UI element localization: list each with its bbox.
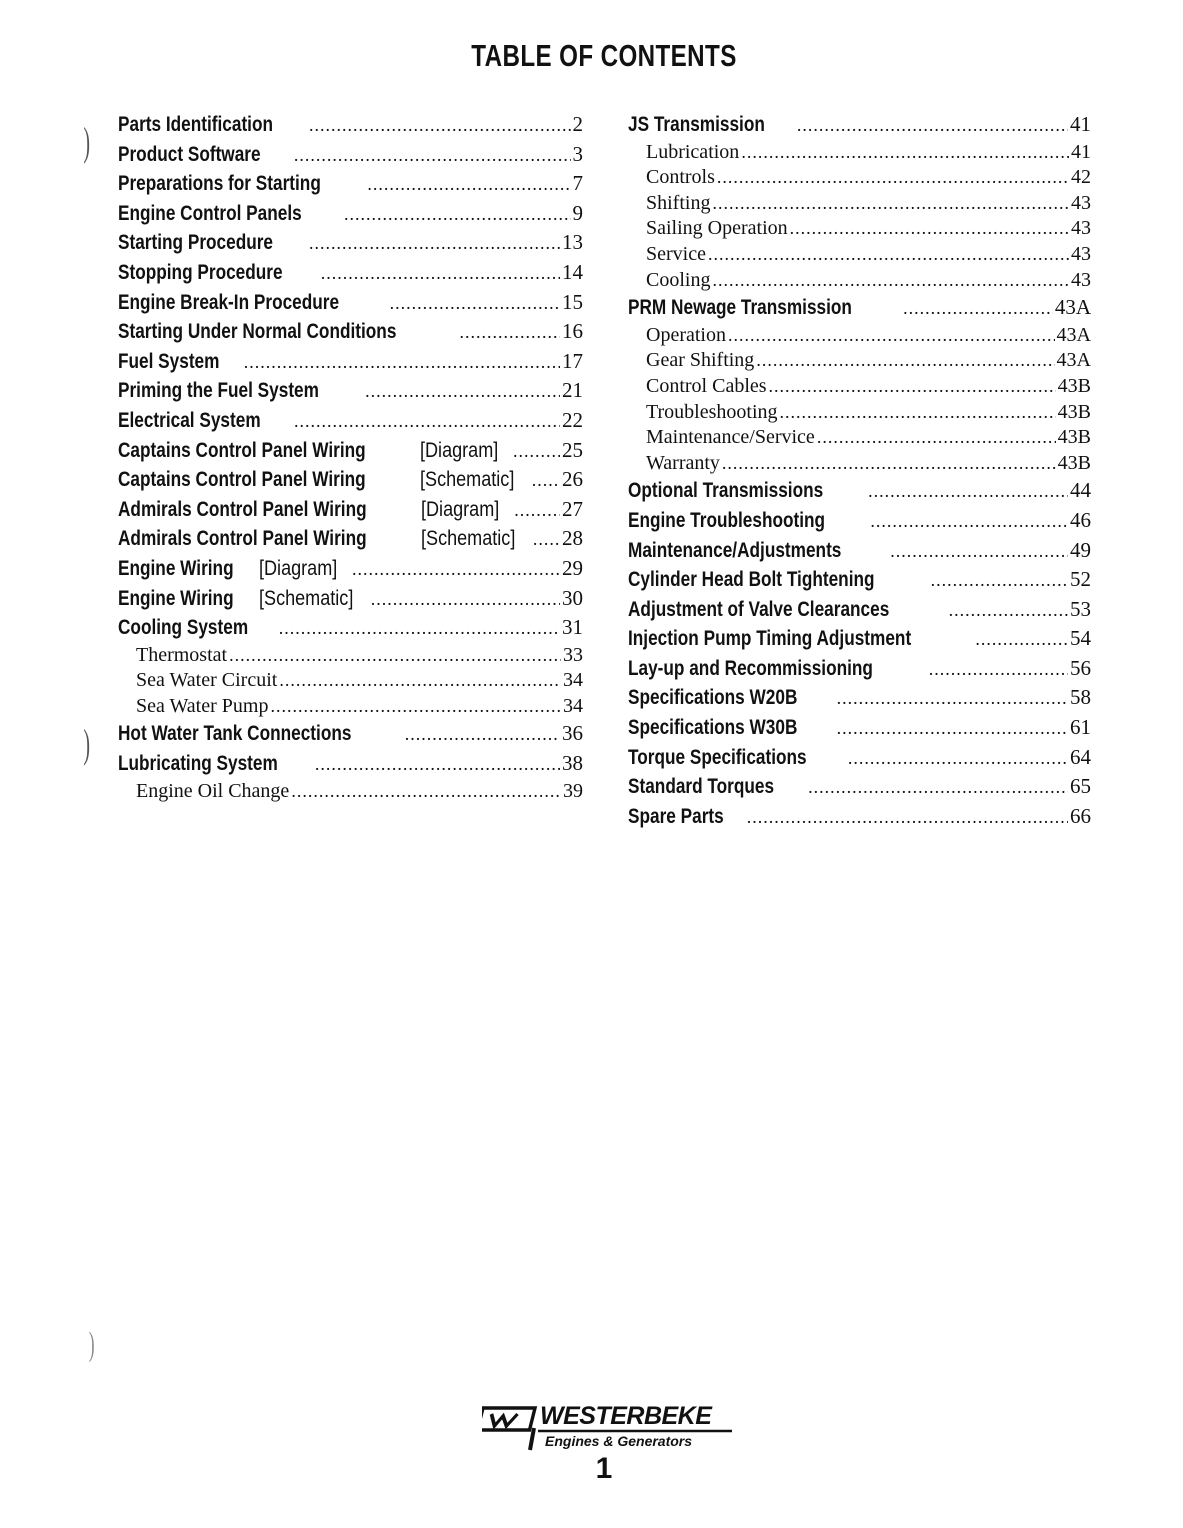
leader-dots xyxy=(279,614,560,643)
toc-entry-title-bold: Parts Identification xyxy=(118,113,274,136)
toc-subentry[interactable] xyxy=(628,400,1091,426)
toc-page-number: 41 xyxy=(1071,140,1091,163)
toc-entry-title xyxy=(628,713,835,743)
toc-entry-title-normal: Controls xyxy=(646,166,715,189)
toc-entry-title xyxy=(136,668,277,694)
toc-entry-title xyxy=(646,216,788,242)
toc-entry-title xyxy=(118,613,277,643)
leader-dots xyxy=(294,407,560,436)
toc-entry[interactable] xyxy=(628,654,1091,684)
toc-entry[interactable] xyxy=(628,802,1091,832)
binder-mark: ) xyxy=(83,721,90,766)
toc-page-number: 56 xyxy=(1070,655,1091,680)
toc-entry-title-bold: Standard Torques xyxy=(628,775,775,799)
toc-page-number: 30 xyxy=(562,585,583,610)
toc-entry-title-normal: Operation xyxy=(646,323,726,346)
toc-entry-title xyxy=(646,374,767,400)
toc-entry-title-bold: Adjustment of Valve Clearances xyxy=(628,597,890,621)
toc-page-number: 16 xyxy=(562,319,583,344)
leader-dots xyxy=(532,466,560,495)
toc-page-number: 53 xyxy=(1070,596,1091,621)
toc-page-number: 64 xyxy=(1070,744,1091,769)
toc-entry[interactable] xyxy=(628,624,1091,654)
leader-dots xyxy=(352,555,560,584)
toc-page-number: 41 xyxy=(1070,112,1091,136)
toc-entry-title xyxy=(628,110,795,140)
toc-entry[interactable] xyxy=(118,584,583,614)
toc-entry-title xyxy=(118,169,365,199)
toc-entry-title-normal: Thermostat xyxy=(136,643,228,666)
brand-name: WESTERBEKE xyxy=(540,1402,712,1430)
toc-page-number: 43B xyxy=(1057,426,1091,449)
toc-page-number: 52 xyxy=(1070,567,1091,592)
leader-dots xyxy=(741,140,1069,166)
toc-entry-title xyxy=(646,400,778,426)
toc-entry[interactable] xyxy=(118,258,583,288)
toc-page-number: 43B xyxy=(1057,374,1091,397)
toc-page-number: 25 xyxy=(562,437,583,462)
toc-page-number: 43 xyxy=(1071,217,1091,240)
toc-entry[interactable] xyxy=(628,476,1091,506)
leader-dots xyxy=(533,525,560,554)
leader-dots xyxy=(309,229,560,258)
toc-entry-title-normal: Sailing Operation xyxy=(646,217,788,240)
toc-entry[interactable] xyxy=(118,288,583,318)
toc-page-number: 2 xyxy=(572,112,583,136)
leader-dots xyxy=(514,496,560,525)
leader-dots xyxy=(405,720,560,749)
toc-entry-title xyxy=(646,268,710,294)
toc-entry[interactable] xyxy=(628,506,1091,536)
toc-entry[interactable] xyxy=(628,713,1091,743)
toc-entry-title-bold: Injection Pump Timing Adjustment xyxy=(628,627,912,651)
toc-entry-title-normal: Warranty xyxy=(646,451,720,474)
toc-entry-title xyxy=(118,347,242,377)
toc-entry[interactable] xyxy=(118,317,583,347)
toc-entry-title xyxy=(118,376,363,406)
toc-page-number: 22 xyxy=(562,407,583,432)
toc-page-number: 36 xyxy=(562,721,583,746)
toc-page-number: 44 xyxy=(1070,478,1091,503)
toc-entry[interactable] xyxy=(118,749,583,779)
leader-dots xyxy=(294,141,571,170)
toc-entry-title xyxy=(646,451,720,477)
toc-entry-title xyxy=(628,772,806,802)
toc-entry-title xyxy=(628,536,888,566)
leader-dots xyxy=(717,165,1069,191)
toc-entry-title-normal: Cooling xyxy=(646,268,711,291)
toc-entry-title-bold: PRM Newage Transmission xyxy=(628,296,852,320)
toc-entry[interactable] xyxy=(118,347,583,377)
toc-entry-title-bold: Stopping Procedure xyxy=(118,260,283,284)
toc-entry-title xyxy=(118,199,342,229)
toc-entry[interactable] xyxy=(118,495,583,525)
toc-entry[interactable] xyxy=(118,140,583,170)
toc-page-number: 3 xyxy=(572,141,583,166)
toc-entry-title xyxy=(118,436,511,466)
toc-entry-title-bold: Starting Procedure xyxy=(118,231,274,255)
toc-entry-title-bold: Engine Troubleshooting xyxy=(628,508,826,532)
toc-entry-title-bold: Electrical System xyxy=(118,408,261,432)
toc-entry-title-bold: Engine Control Panels xyxy=(118,201,302,225)
leader-dots xyxy=(309,111,570,140)
toc-entry-title-bold: Hot Water Tank Connections xyxy=(118,722,352,746)
leader-dots xyxy=(837,714,1068,743)
toc-entry-title-normal: Service xyxy=(646,242,706,265)
leader-dots xyxy=(321,259,560,288)
toc-entry-title-normal: Gear Shifting xyxy=(646,349,755,372)
toc-entry-title xyxy=(628,802,745,832)
leader-dots xyxy=(769,374,1056,400)
toc-page-number: 31 xyxy=(562,615,583,640)
toc-entry[interactable] xyxy=(628,743,1091,773)
toc-page-number: 43 xyxy=(1071,268,1091,291)
toc-entry[interactable] xyxy=(118,554,583,584)
toc-entry-title-normal: [Diagram] xyxy=(421,497,500,521)
toc-entry-title xyxy=(628,654,927,684)
leader-dots xyxy=(929,655,1068,684)
page-title: TABLE OF CONTENTS xyxy=(471,38,737,73)
leader-dots xyxy=(513,437,560,466)
toc-subentry[interactable] xyxy=(628,348,1091,374)
leader-dots xyxy=(460,318,560,347)
leader-dots xyxy=(367,170,570,199)
toc-page-number: 43A xyxy=(1056,323,1091,346)
toc-page-number: 42 xyxy=(1071,166,1091,189)
toc-entry-title xyxy=(628,683,835,713)
leader-dots xyxy=(837,684,1068,713)
toc-entry[interactable] xyxy=(628,683,1091,713)
toc-entry-title-bold: Captains Control Panel Wiring xyxy=(118,468,366,492)
toc-entry-title-bold: Specifications W20B xyxy=(628,686,798,710)
page-number: 1 xyxy=(595,1452,613,1485)
toc-entry-title xyxy=(628,565,929,595)
toc-entry-title-normal: Maintenance/Service xyxy=(646,426,815,449)
leader-dots xyxy=(365,377,560,406)
toc-entry-title xyxy=(628,624,973,654)
leader-dots xyxy=(270,694,561,720)
toc-entry-title-normal: [Schematic] xyxy=(421,527,516,551)
toc-entry[interactable] xyxy=(118,376,583,406)
toc-entry-title xyxy=(628,476,866,506)
toc-entry[interactable] xyxy=(628,772,1091,802)
toc-entry-title xyxy=(628,743,846,773)
toc-entry-title-bold: Optional Transmissions xyxy=(628,479,824,503)
toc-subentry[interactable] xyxy=(628,425,1091,451)
toc-entry[interactable] xyxy=(628,536,1091,566)
toc-page-number: 28 xyxy=(562,526,583,551)
leader-dots xyxy=(870,507,1068,536)
leader-dots xyxy=(371,585,560,614)
toc-entry-title-bold: Cylinder Head Bolt Tightening xyxy=(628,568,875,592)
toc-entry-title-bold: Engine Break-In Procedure xyxy=(118,290,340,314)
toc-entry-title-bold: Torque Specifications xyxy=(628,745,807,769)
toc-entry-title-bold: Lubricating System xyxy=(118,752,278,776)
leader-dots xyxy=(797,111,1068,140)
leader-dots xyxy=(848,744,1068,773)
leader-dots xyxy=(790,216,1069,242)
leader-dots xyxy=(229,643,561,669)
leader-dots xyxy=(756,348,1054,374)
toc-entry-title xyxy=(136,694,268,720)
toc-entry-title xyxy=(118,465,530,495)
toc-entry[interactable] xyxy=(628,110,1091,140)
toc-entry-title-normal: [Schematic] xyxy=(420,468,515,492)
brand-tagline: Engines & Generators xyxy=(545,1433,693,1449)
toc-subentry[interactable] xyxy=(118,668,583,694)
toc-entry-title-bold: Specifications W30B xyxy=(628,716,798,740)
toc-entry-title-normal: Shifting xyxy=(646,191,711,214)
toc-entry-title-bold: Maintenance/Adjustments xyxy=(628,538,842,562)
toc-page-number: 46 xyxy=(1070,507,1091,532)
leader-dots xyxy=(315,750,560,779)
leader-dots xyxy=(722,451,1056,477)
toc-page-number: 34 xyxy=(563,669,583,692)
toc-subentry[interactable] xyxy=(118,643,583,669)
toc-entry-title xyxy=(118,584,369,614)
toc-entry[interactable] xyxy=(118,199,583,229)
toc-entry-title xyxy=(646,191,710,217)
toc-entry-title-bold: Admirals Control Panel Wiring xyxy=(118,527,367,551)
toc-page-number: 26 xyxy=(562,467,583,492)
leader-dots xyxy=(808,773,1068,802)
leader-dots xyxy=(931,566,1068,595)
toc-page-number: 13 xyxy=(562,230,583,255)
toc-entry-title-normal: [Diagram] xyxy=(258,556,338,580)
toc-entry-title-bold: Engine Wiring xyxy=(118,586,234,610)
toc-entry-title xyxy=(118,406,292,436)
toc-entry-title xyxy=(646,165,715,191)
leader-dots xyxy=(949,596,1068,625)
toc-subentry[interactable] xyxy=(628,323,1091,349)
toc-entry[interactable] xyxy=(118,169,583,199)
toc-page-number: 29 xyxy=(562,555,583,580)
toc-entry-title-bold: Product Software xyxy=(118,142,261,166)
toc-entry-title xyxy=(646,140,739,166)
leader-dots xyxy=(890,537,1068,566)
binder-mark: ) xyxy=(83,119,90,164)
toc-entry-title xyxy=(118,110,307,140)
toc-entry-title xyxy=(646,323,726,349)
toc-entry[interactable] xyxy=(118,436,583,466)
leader-dots xyxy=(712,191,1069,217)
toc-entry-title-normal: Control Cables xyxy=(646,374,767,397)
toc-entry-title-normal: Sea Water Pump xyxy=(136,694,269,717)
toc-entry-title xyxy=(136,779,289,805)
leader-dots xyxy=(390,289,560,318)
toc-entry-title-normal: [Schematic] xyxy=(258,586,354,610)
toc-entry[interactable] xyxy=(118,613,583,643)
toc-subentry[interactable] xyxy=(628,140,1091,166)
toc-page-number: 14 xyxy=(562,259,583,284)
leader-dots xyxy=(291,779,561,805)
toc-entry[interactable] xyxy=(118,524,583,554)
toc-entry-title-bold: Spare Parts xyxy=(628,804,724,828)
toc-entry[interactable] xyxy=(118,406,583,436)
toc-page-number: 43B xyxy=(1057,451,1091,474)
leader-dots xyxy=(903,294,1053,323)
toc-entry-title xyxy=(118,524,531,554)
toc-entry-title-bold: Lay-up and Recommissioning xyxy=(628,656,873,680)
toc-page-number: 43 xyxy=(1071,242,1091,265)
toc-entry-title xyxy=(118,288,388,318)
toc-entry[interactable] xyxy=(118,228,583,258)
toc-page-number: 39 xyxy=(563,779,583,802)
toc-page-number: 58 xyxy=(1070,685,1091,710)
toc-subentry[interactable] xyxy=(628,268,1091,294)
toc-page-number: 15 xyxy=(562,289,583,314)
leader-dots xyxy=(728,323,1055,349)
toc-entry-title xyxy=(118,719,403,749)
toc-entry-title-bold: Cooling System xyxy=(118,616,249,640)
toc-right-column xyxy=(628,110,1091,831)
toc-entry-title xyxy=(628,506,868,536)
toc-subentry[interactable] xyxy=(628,451,1091,477)
toc-left-column xyxy=(118,110,583,804)
toc-entry-title xyxy=(118,140,292,170)
toc-entry-title xyxy=(628,595,947,625)
toc-entry-title xyxy=(136,643,227,669)
toc-entry-title-bold: JS Transmission xyxy=(628,113,765,136)
leader-dots xyxy=(279,668,561,694)
toc-entry-title-bold: Admirals Control Panel Wiring xyxy=(118,497,367,521)
toc-entry-title-bold: Preparations for Starting xyxy=(118,172,321,196)
toc-entry-title xyxy=(118,495,512,525)
toc-subentry[interactable] xyxy=(628,216,1091,242)
toc-entry-title-bold: Engine Wiring xyxy=(118,556,234,580)
toc-subentry[interactable] xyxy=(628,242,1091,268)
toc-page-number: 49 xyxy=(1070,537,1091,562)
toc-page-number: 38 xyxy=(562,751,583,776)
toc-page-number: 34 xyxy=(563,694,583,717)
leader-dots xyxy=(817,425,1056,451)
toc-entry-title xyxy=(118,554,350,584)
toc-entry-title-bold: Priming the Fuel System xyxy=(118,379,319,403)
toc-entry-title-bold: Starting Under Normal Conditions xyxy=(118,320,397,344)
toc-entry-title-normal: [Diagram] xyxy=(420,438,499,462)
leader-dots xyxy=(747,803,1068,832)
toc-page-number: 43 xyxy=(1071,191,1091,214)
toc-entry[interactable] xyxy=(628,293,1091,323)
toc-page-number: 21 xyxy=(562,378,583,403)
toc-page-number: 43A xyxy=(1056,349,1091,372)
toc-entry[interactable] xyxy=(118,465,583,495)
toc-page-number: 65 xyxy=(1070,774,1091,799)
toc-page-number: 27 xyxy=(562,496,583,521)
toc-entry-title xyxy=(646,242,706,268)
toc-entry-title xyxy=(646,425,815,451)
toc-subentry[interactable] xyxy=(118,779,583,805)
leader-dots xyxy=(344,200,570,229)
toc-subentry[interactable] xyxy=(628,191,1091,217)
toc-entry[interactable] xyxy=(628,565,1091,595)
toc-entry-title xyxy=(118,317,458,347)
toc-page-number: 54 xyxy=(1070,626,1091,651)
toc-subentry[interactable] xyxy=(628,165,1091,191)
toc-entry-title-normal: Sea Water Circuit xyxy=(136,669,278,692)
leader-dots xyxy=(868,477,1068,506)
toc-entry[interactable] xyxy=(628,595,1091,625)
leader-dots xyxy=(712,268,1069,294)
toc-page-number: 9 xyxy=(572,200,583,225)
toc-entry-title-bold: Captains Control Panel Wiring xyxy=(118,438,366,462)
toc-subentry[interactable] xyxy=(118,694,583,720)
toc-page-number: 66 xyxy=(1070,803,1091,828)
toc-entry-title xyxy=(628,293,901,323)
binder-mark: ) xyxy=(88,1326,95,1363)
toc-entry-title xyxy=(118,258,319,288)
toc-entry-title-bold: Fuel System xyxy=(118,349,220,373)
leader-dots xyxy=(708,242,1069,268)
toc-page-number: 17 xyxy=(562,348,583,373)
toc-entry[interactable] xyxy=(118,110,583,140)
leader-dots xyxy=(244,348,560,377)
toc-page-number: 61 xyxy=(1070,715,1091,740)
toc-entry-title xyxy=(118,228,307,258)
toc-entry-title-normal: Lubrication xyxy=(646,140,740,163)
toc-entry-title-normal: Engine Oil Change xyxy=(136,779,290,802)
leader-dots xyxy=(780,400,1056,426)
toc-subentry[interactable] xyxy=(628,374,1091,400)
toc-page-number: 7 xyxy=(572,171,583,196)
toc-entry-title xyxy=(118,749,313,779)
toc-entry-title xyxy=(646,348,754,374)
toc-entry-title-normal: Troubleshooting xyxy=(646,400,778,423)
toc-page-number: 43A xyxy=(1054,295,1091,320)
toc-entry[interactable] xyxy=(118,719,583,749)
toc-page-number: 33 xyxy=(563,643,583,666)
toc-page-number: 43B xyxy=(1057,400,1091,423)
leader-dots xyxy=(975,625,1068,654)
